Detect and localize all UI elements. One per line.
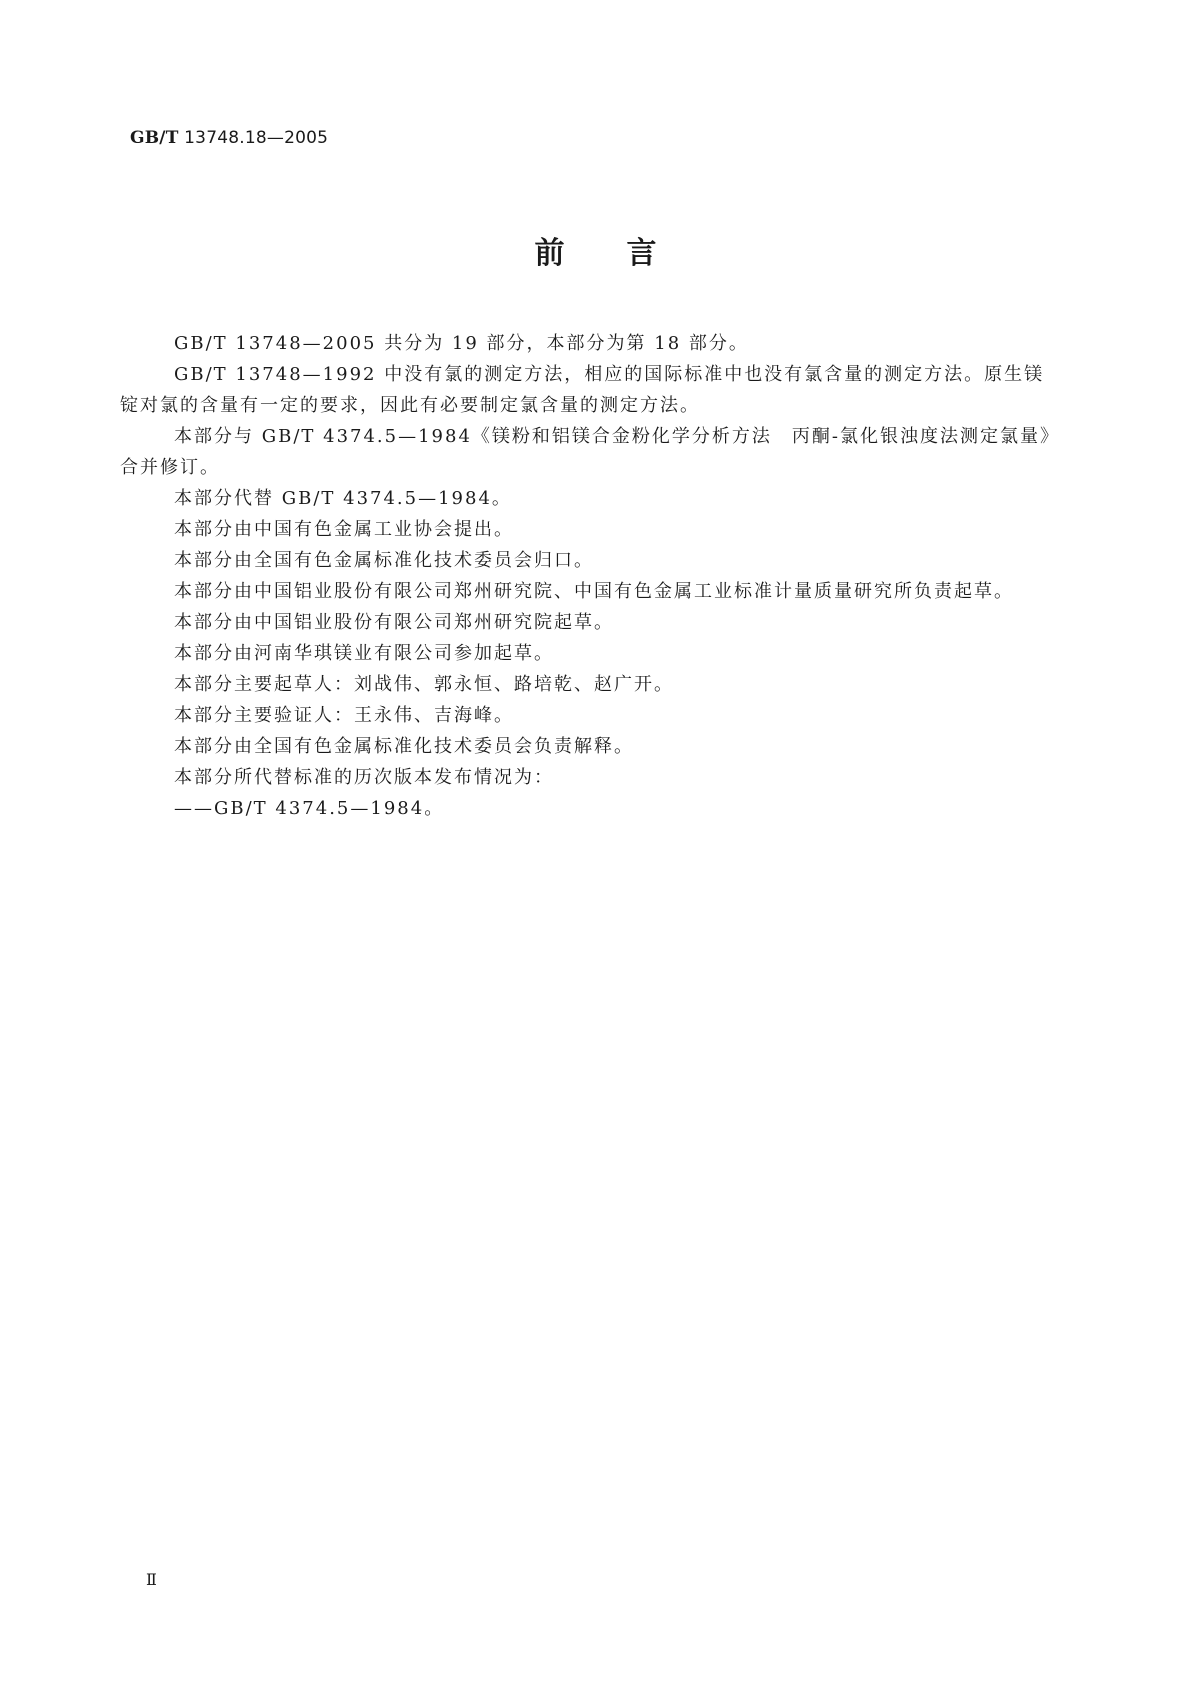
paragraph: GB/T 13748—2005 共分为 19 部分，本部分为第 18 部分。 xyxy=(174,333,749,354)
page-number: Ⅱ xyxy=(146,1570,157,1589)
page-title: 前言 xyxy=(534,236,719,271)
paragraph: 本部分所代替标准的历次版本发布情况为： xyxy=(174,767,554,788)
foreword-body xyxy=(120,328,1060,824)
paragraph: GB/T 13748—1992 中没有氯的测定方法，相应的国际标准中也没有氯含量的测定方法。原生镁锭对氯的含量有一定的要求，因此有必要制定氯含量的测定方法。 xyxy=(120,364,1045,416)
paragraph: 本部分由中国铝业股份有限公司郑州研究院、中国有色金属工业标准计量质量研究所负责起草。 xyxy=(174,581,1014,602)
paragraph: 本部分由河南华琪镁业有限公司参加起草。 xyxy=(174,643,554,664)
paragraph: 本部分主要验证人：王永伟、吉海峰。 xyxy=(174,705,514,726)
paragraph: 本部分由中国有色金属工业协会提出。 xyxy=(174,519,514,540)
paragraph: 本部分与 GB/T 4374.5—1984《镁粉和铝镁合金粉化学分析方法 丙酮-氯化银浊度法测定氯量》合并修订。 xyxy=(120,426,1060,478)
paragraph: 本部分代替 GB/T 4374.5—1984。 xyxy=(174,488,512,509)
paragraph: 本部分主要起草人：刘战伟、郭永恒、路培乾、赵广开。 xyxy=(174,674,674,695)
paragraph: 本部分由中国铝业股份有限公司郑州研究院起草。 xyxy=(174,612,614,633)
standard-code-header xyxy=(130,128,328,148)
standard-prefix: GB/T xyxy=(130,128,179,148)
paragraph: ——GB/T 4374.5—1984。 xyxy=(174,798,445,819)
paragraph: 本部分由全国有色金属标准化技术委员会归口。 xyxy=(174,550,594,571)
standard-number: 13748.18—2005 xyxy=(184,128,329,148)
paragraph: 本部分由全国有色金属标准化技术委员会负责解释。 xyxy=(174,736,634,757)
